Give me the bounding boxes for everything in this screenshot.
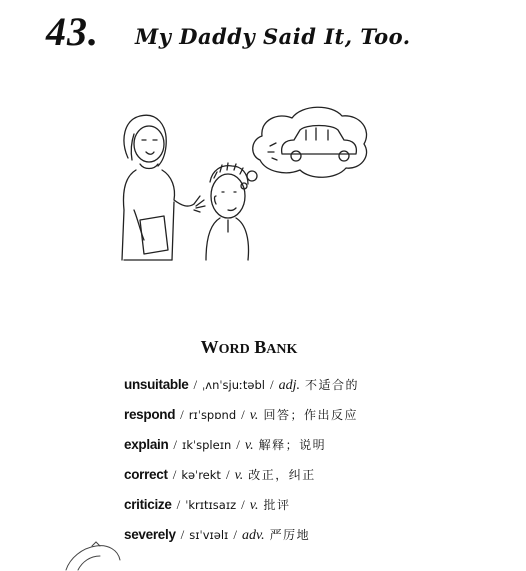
list-item — [124, 406, 359, 436]
list-item — [124, 376, 359, 406]
phonetic: ˈkrɪtɪsaɪz — [185, 498, 237, 512]
word-bank-title-ord: ORD — [218, 342, 250, 357]
phonetic: rɪˈspɒnd — [188, 408, 237, 422]
part-of-speech: v. — [249, 498, 259, 513]
definition: 改正，纠正 — [248, 468, 316, 482]
part-of-speech: v. — [244, 438, 254, 453]
phonetic: sɪˈvɪəlɪ — [189, 528, 229, 542]
part-of-speech: v. — [234, 468, 244, 483]
list-item — [124, 496, 359, 526]
part-of-speech: v. — [249, 408, 259, 423]
vocab-word: unsuitable — [124, 377, 189, 392]
car-drawing — [268, 126, 356, 162]
part-of-speech: adv. — [241, 528, 265, 543]
vocab-word: respond — [124, 407, 176, 422]
word-bank-title-ank: ANK — [266, 342, 298, 357]
thought-bubble — [241, 107, 367, 189]
separator: / — [236, 437, 240, 452]
separator: / — [180, 407, 184, 422]
definition: 解释；说明 — [258, 438, 327, 452]
part-of-speech: adj. — [278, 378, 301, 393]
boy-figure — [206, 163, 249, 260]
separator: / — [241, 407, 245, 422]
separator: / — [180, 527, 185, 542]
phonetic: ˌʌnˈsjuːtəbl — [202, 378, 265, 392]
corner-doodle-decoration — [62, 540, 132, 571]
word-bank-title — [0, 337, 498, 358]
mother-and-boy-illustration — [110, 100, 370, 270]
separator: / — [173, 437, 178, 452]
vocab-word: explain — [124, 437, 169, 452]
definition: 不适合的 — [305, 378, 360, 392]
separator: / — [172, 467, 177, 482]
mother-figure — [122, 115, 205, 260]
word-bank-title-b: B — [254, 337, 267, 357]
lesson-number: 43. — [46, 9, 99, 54]
definition: 回答；作出反应 — [263, 408, 358, 422]
vocab-word: severely — [124, 527, 176, 542]
list-item — [124, 526, 359, 556]
definition: 严厉地 — [269, 528, 311, 542]
separator: / — [225, 467, 230, 482]
separator: / — [241, 497, 245, 512]
vocab-word: criticize — [124, 497, 172, 512]
separator: / — [270, 377, 274, 392]
separator: / — [176, 497, 181, 512]
word-bank-list — [124, 376, 359, 556]
separator: / — [193, 377, 198, 392]
word-bank-title-w: W — [200, 337, 219, 357]
list-item — [124, 436, 359, 466]
lesson-title: My Daddy Said It, Too. — [135, 24, 411, 49]
separator: / — [233, 527, 237, 542]
phonetic: kəˈrekt — [181, 468, 221, 482]
vocab-word: correct — [124, 467, 168, 482]
list-item — [124, 466, 359, 496]
definition: 批评 — [263, 498, 291, 512]
phonetic: ɪkˈspleɪn — [182, 438, 232, 452]
